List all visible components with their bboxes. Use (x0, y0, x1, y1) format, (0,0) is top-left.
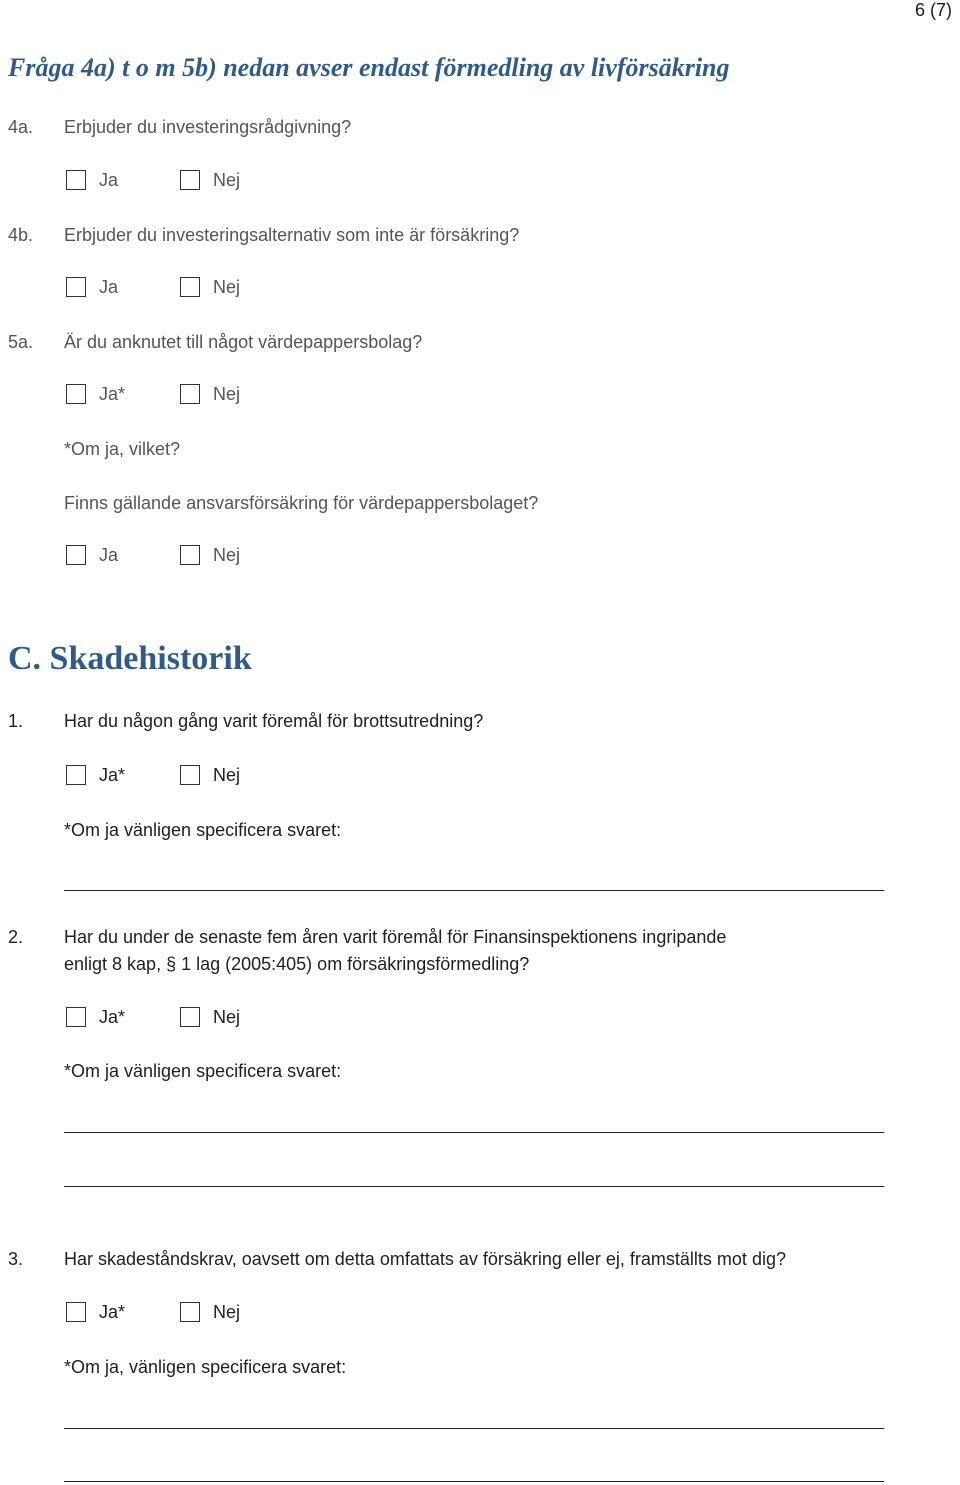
option-no-label: Nej (213, 170, 241, 190)
question-number: 4a. (8, 117, 34, 137)
checkbox-yes[interactable] (66, 1007, 86, 1027)
option-no-label: Nej (213, 277, 241, 297)
checkbox-no[interactable] (180, 1007, 200, 1027)
option-yes-label: Ja* (99, 384, 126, 404)
question-text: Erbjuder du investeringsalternativ som inte är försäkring? (64, 225, 520, 245)
option-yes-label: Ja (99, 277, 119, 297)
answer-line[interactable] (64, 1481, 884, 1482)
question-number: 2. (8, 927, 24, 947)
checkbox-yes[interactable] (66, 277, 86, 297)
checkbox-yes[interactable] (66, 1302, 86, 1322)
followup-text: *Om ja, vänligen specificera svaret: (64, 1357, 347, 1377)
followup-text: *Om ja vänligen specificera svaret: (64, 1061, 342, 1081)
checkbox-no[interactable] (180, 545, 200, 565)
option-no-label: Nej (213, 545, 241, 565)
checkbox-yes[interactable] (66, 765, 86, 785)
checkbox-no[interactable] (180, 765, 200, 785)
checkbox-no[interactable] (180, 1302, 200, 1322)
checkbox-yes[interactable] (66, 545, 86, 565)
question-text: Erbjuder du investeringsrådgivning? (64, 117, 352, 137)
option-no-label: Nej (213, 1302, 241, 1322)
checkbox-no[interactable] (180, 277, 200, 297)
option-yes-label: Ja (99, 545, 119, 565)
question-text-line2: enligt 8 kap, § 1 lag (2005:405) om försäkringsförmedling? (64, 954, 530, 974)
answer-line[interactable] (64, 890, 884, 891)
question-text: Finns gällande ansvarsförsäkring för värdepappersbolaget? (64, 493, 539, 513)
section-title: C. Skadehistorik (8, 640, 252, 677)
question-number: 3. (8, 1249, 24, 1269)
option-yes-label: Ja* (99, 1302, 126, 1322)
option-yes-label: Ja (99, 170, 119, 190)
page-number: 6 (7) (914, 0, 952, 20)
option-no-label: Nej (213, 765, 241, 785)
option-no-label: Nej (213, 384, 241, 404)
answer-line[interactable] (64, 1132, 884, 1133)
question-number: 4b. (8, 225, 34, 245)
question-text: Har du under de senaste fem åren varit föremål för Finansinspektionens ingripande (64, 927, 727, 947)
question-text: Har du någon gång varit föremål för brottsutredning? (64, 711, 484, 731)
section-heading: Fråga 4a) t o m 5b) nedan avser endast förmedling av livförsäkring (8, 53, 730, 82)
option-no-label: Nej (213, 1007, 241, 1027)
question-text: Har skadeståndskrav, oavsett om detta omfattats av försäkring eller ej, framställts mot dig? (64, 1249, 786, 1269)
answer-line[interactable] (64, 1186, 884, 1187)
checkbox-yes[interactable] (66, 170, 86, 190)
answer-line[interactable] (64, 1428, 884, 1429)
question-number: 5a. (8, 332, 34, 352)
option-yes-label: Ja* (99, 765, 126, 785)
question-text: Är du anknutet till något värdepappersbolag? (64, 332, 423, 352)
followup-text: *Om ja, vilket? (64, 439, 181, 459)
option-yes-label: Ja* (99, 1007, 126, 1027)
question-number: 1. (8, 711, 24, 731)
checkbox-yes[interactable] (66, 384, 86, 404)
checkbox-no[interactable] (180, 170, 200, 190)
checkbox-no[interactable] (180, 384, 200, 404)
followup-text: *Om ja vänligen specificera svaret: (64, 820, 342, 840)
